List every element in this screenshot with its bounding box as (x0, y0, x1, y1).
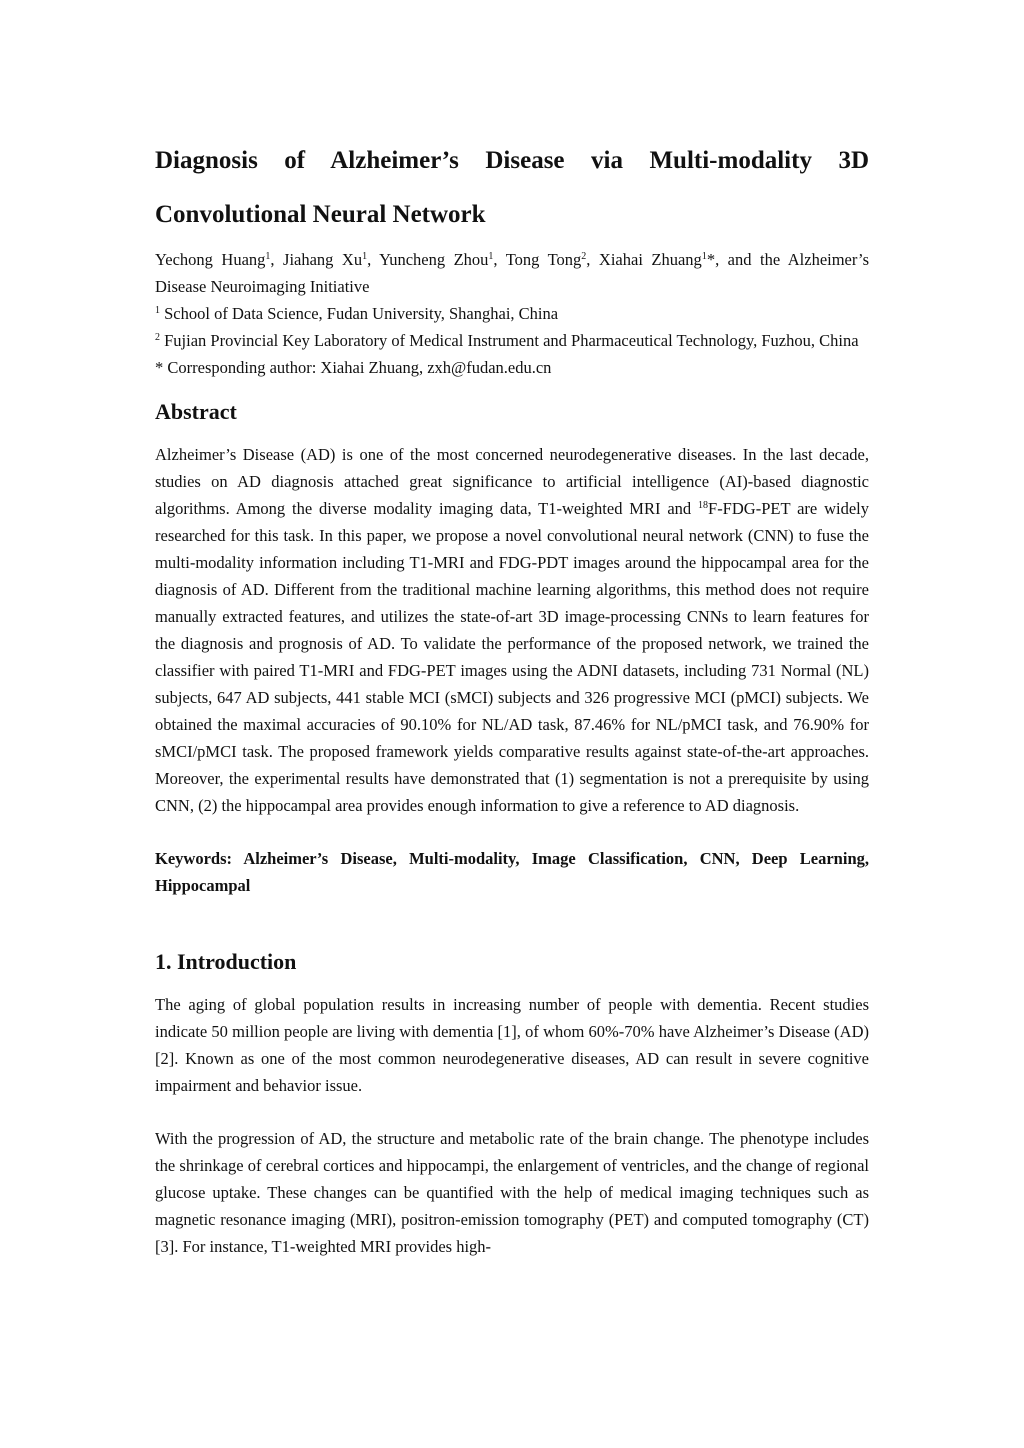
author-1: Yechong Huang (155, 250, 266, 269)
author-4-sup: 2 (581, 251, 587, 262)
author-tail: *, and the Alzheimer’s Disease Neuroimaging Initiative (155, 250, 869, 296)
introduction-heading: 1. Introduction (155, 949, 297, 974)
abstract-heading: Abstract (155, 399, 237, 424)
affiliation-1-sup: 1 (155, 305, 160, 316)
abstract-sup: 18 (698, 500, 709, 511)
keywords: Keywords: Alzheimer’s Disease, Multi-modality, Image Classification, CNN, Deep Learning, Hippocampal (155, 849, 869, 895)
author-1-sup: 1 (265, 251, 271, 262)
author-2: , Jiahang Xu (270, 250, 363, 269)
author-4: , Tong Tong (493, 250, 582, 269)
abstract-text-b: F-FDG-PET are widely researched for this task. In this paper, we propose a novel convolutional neural network (CNN) to fuse the multi-modality information including T1-MRI and FDG-PDT images around the hippocampal area for the diagnosis of AD. Different from the traditional machine learning algorithms, this method does not require manually extracted features, and utilizes the state-of-art 3D image-processing CNNs to learn features for the diagnosis and prognosis of AD. To validate the performance of the proposed network, we trained the classifier with paired T1-MRI and FDG-PET images using the ADNI datasets, including 731 Normal (NL) subjects, 647 AD subjects, 441 stable MCI (sMCI) subjects and 326 progressive MCI (pMCI) subjects. We obtained the maximal accuracies of 90.10% for NL/AD task, 87.46% for NL/pMCI task, and 76.90% for sMCI/pMCI task. The proposed framework yields comparative results against state-of-the-art approaches. Moreover, the experimental results have demonstrated that (1) segmentation is not a prerequisite by using CNN, (2) the hippocampal area provides enough information to give a reference to AD diagnosis. (155, 499, 869, 815)
abstract-text (155, 441, 869, 819)
paper-page (155, 134, 869, 1260)
author-3: , Yuncheng Zhou (367, 250, 489, 269)
corresponding-author: * Corresponding author: Xiahai Zhuang, zxh@fudan.edu.cn (155, 358, 552, 377)
paper-title (155, 134, 869, 242)
title-line-2: Convolutional Neural Network (155, 201, 486, 228)
affiliation-1-text: School of Data Science, Fudan University, Shanghai, China (160, 304, 559, 323)
author-2-sup: 1 (362, 251, 368, 262)
author-list (155, 246, 869, 300)
author-5-sup: 1 (701, 251, 707, 262)
affiliation-2-sup: 2 (155, 332, 160, 343)
author-5: , Xiahai Zhuang (586, 250, 702, 269)
author-3-sup: 1 (488, 251, 494, 262)
introduction-paragraph-1: The aging of global population results in increasing number of people with dementia. Recent studies indicate 50 million people are living with dementia [1], of whom 60%-70% have Alzheimer’s Disease (AD) [2]. Known as one of the most common neurodegenerative diseases, AD can result in severe cognitive impairment and behavior issue. (155, 995, 869, 1095)
affiliation-1 (155, 300, 869, 327)
paragraph-gap (155, 1099, 869, 1125)
affiliation-2-text: Fujian Provincial Key Laboratory of Medical Instrument and Pharmaceutical Technology, Fuzhou, China (160, 331, 859, 350)
introduction-paragraph-2: With the progression of AD, the structure and metabolic rate of the brain change. The phenotype includes the shrinkage of cerebral cortices and hippocampi, the enlargement of ventricles, and the change of regional glucose uptake. These changes can be quantified with the help of medical imaging techniques such as magnetic resonance imaging (MRI), positron-emission tomography (PET) and computed tomography (CT) [3]. For instance, T1-weighted MRI provides high- (155, 1129, 869, 1256)
title-line-1: Diagnosis of Alzheimer’s Disease via Multi-modality 3D (155, 147, 869, 174)
affiliation-2 (155, 327, 869, 354)
abstract-text-a: Alzheimer’s Disease (AD) is one of the most concerned neurodegenerative diseases. In the last decade, studies on AD diagnosis attached great significance to artificial intelligence (AI)-based diagnostic algorithms. Among the diverse modality imaging data, T1-weighted MRI and (155, 445, 869, 518)
